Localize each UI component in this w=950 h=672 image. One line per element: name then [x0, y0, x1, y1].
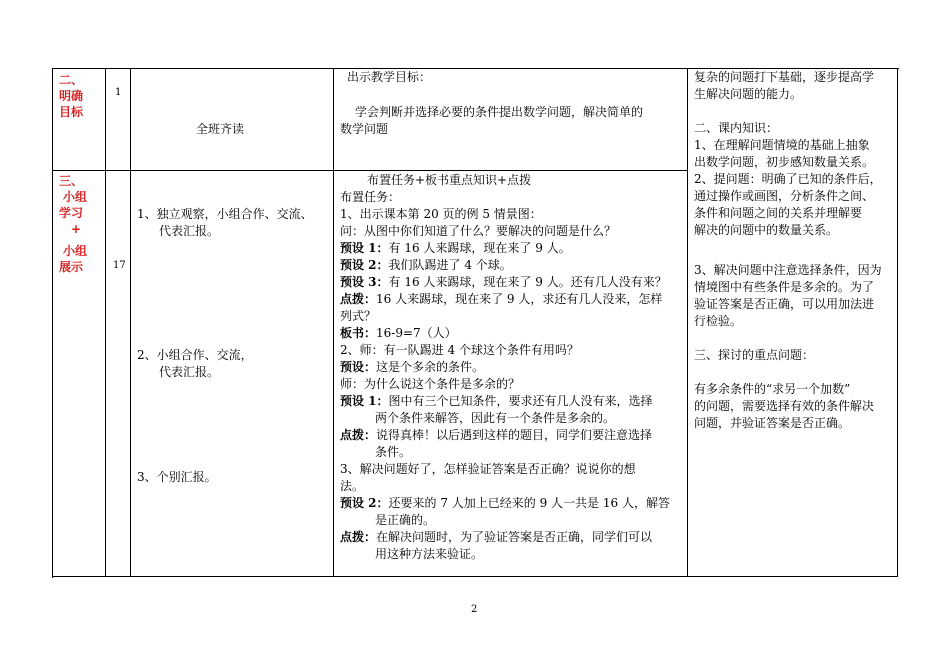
preset-text: 有 16 人来踢球，现在来了 9 人。 [388, 241, 571, 255]
design-intent-line: 1、在理解问题情境的基础上抽象 [694, 138, 870, 152]
preset-text: 我们队踢进了 4 个球。 [388, 258, 512, 272]
preset-label: 预设： [340, 360, 377, 374]
section-heading-group-3: 学习 [59, 206, 84, 220]
hint-label: 点拨： [340, 292, 377, 306]
student-activity-line: 2、小组合作、交流， [137, 348, 253, 362]
preset-label: 预设 3： [340, 275, 389, 289]
teacher-activity-line: 数学问题 [340, 122, 389, 136]
teacher-activity-line [340, 529, 652, 546]
teacher-activity-line [340, 274, 667, 291]
preset-label: 预设 1： [340, 241, 389, 255]
teacher-activity-line: 1、出示课本第 20 页的例 5 情景图： [340, 207, 542, 221]
design-intent-line: 生解决问题的能力。 [694, 87, 803, 101]
teacher-activity-line: 师：为什么说这个条件是多余的？ [340, 377, 521, 391]
design-intent-line: 行检验。 [694, 314, 743, 328]
teacher-activity-line: 用这种方法来验证。 [375, 547, 484, 561]
hint-text: 说得真棒！以后遇到这样的题目，同学们要注意选择 [376, 428, 653, 442]
teacher-activity-line: 是正确的。 [375, 513, 436, 527]
column-divider [130, 68, 131, 577]
section-heading-group-1: 三、 [59, 174, 84, 188]
hint-text: 16 人来踢球，现在来了 9 人，求还有几人没来，怎样 [376, 292, 663, 306]
teacher-activity-line: 3、解决问题好了，怎样验证答案是否正确？说说你的想 [340, 462, 636, 476]
time-minutes: 17 [113, 260, 126, 271]
preset-label: 预设 1： [340, 394, 389, 408]
table-bottom-border [52, 576, 898, 577]
section-heading-goal-2: 明确 [59, 89, 84, 103]
page-number: 2 [471, 604, 478, 615]
design-intent-line: 出数学问题，初步感知数量关系。 [694, 155, 875, 169]
student-activity: 全班齐读 [196, 122, 245, 136]
section-heading-goal-3: 目标 [59, 105, 84, 119]
teacher-activity-line [340, 495, 670, 512]
design-intent-line: 2、提问题：明确了已知的条件后， [694, 172, 882, 186]
teacher-activity-line [340, 257, 512, 274]
column-divider [333, 68, 334, 577]
section-heading-group-4: + [71, 222, 82, 236]
column-divider [897, 68, 898, 577]
design-intent-line: 验证答案是否正确，可以用加法进 [694, 297, 875, 311]
hint-label: 点拨： [340, 428, 377, 442]
student-activity-line: 3、个别汇报。 [137, 470, 217, 484]
design-intent-line: 情境图中有些条件是多余的。为了 [694, 280, 875, 294]
design-intent-line: 3、解决问题中注意选择条件，因为 [694, 263, 882, 277]
student-activity-line: 1、独立观察，小组合作、交流、 [137, 207, 313, 221]
design-intent-line: 三、探讨的重点问题： [694, 348, 815, 362]
design-intent-line: 有多余条件的“求另一个加数” [694, 382, 851, 396]
row-divider [52, 170, 688, 171]
teacher-activity-line: 2、师：有一队踢进 4 个球这个条件有用吗？ [340, 343, 579, 357]
teacher-activity-line: 学会判断并选择必要的条件提出数学问题，解决简单的 [355, 105, 644, 119]
hint-text: 在解决问题时，为了验证答案是否正确，同学们可以 [376, 530, 653, 544]
column-divider [105, 68, 106, 577]
design-intent-line: 的问题，需要选择有效的条件解决 [694, 399, 875, 413]
student-activity-line: 代表汇报。 [159, 224, 220, 238]
preset-text: 有 16 人来踢球，现在来了 9 人。还有几人没有来？ [388, 275, 667, 289]
teacher-activity-line [340, 240, 571, 257]
design-intent-line: 问题，并验证答案是否正确。 [694, 416, 851, 430]
preset-label: 预设 2： [340, 258, 389, 272]
teacher-activity-line: 法。 [340, 479, 365, 493]
teacher-activity-line: 列式？ [340, 309, 377, 323]
teacher-activity-line: 条件。 [375, 445, 412, 459]
column-divider [687, 68, 688, 577]
design-intent-line: 条件和问题之间的关系并理解要 [694, 206, 863, 220]
teacher-activity-line: 两个条件来解答，因此有一个条件是多余的。 [375, 411, 616, 425]
teacher-activity-line: 布置任务： [340, 190, 401, 204]
time-minutes: 1 [115, 87, 122, 98]
design-intent-line: 通过操作或画图，分析条件之间、 [694, 189, 875, 203]
preset-label: 预设 2： [340, 496, 389, 510]
hint-label: 点拨： [340, 530, 377, 544]
design-intent-line: 复杂的问题打下基础，逐步提高学 [694, 70, 875, 84]
section-heading-goal-1: 二、 [59, 73, 84, 87]
design-intent-line: 二、课内知识： [694, 121, 779, 135]
preset-text: 图中有三个已知条件，要求还有几人没有来，选择 [388, 394, 653, 408]
board-label: 板书： [340, 326, 377, 340]
teacher-activity-line [340, 291, 662, 308]
board-text: 16-9=7（人） [376, 326, 457, 340]
section-heading-group-2: 小组 [63, 190, 88, 204]
teacher-activity-line [340, 427, 652, 444]
teacher-activity-line [340, 325, 457, 342]
teacher-activity-line: 出示教学目标： [347, 70, 432, 84]
teacher-activity-line: 布置任务+板书重点知识+点拨 [367, 173, 532, 187]
student-activity-line: 代表汇报。 [159, 365, 220, 379]
preset-text: 这是个多余的条件。 [376, 360, 485, 374]
design-intent-line: 解决的问题中的数量关系。 [694, 223, 839, 237]
teacher-activity-line [340, 393, 653, 410]
section-heading-group-6: 展示 [59, 260, 84, 274]
preset-text: 还要来的 7 人加上已经来的 9 人一共是 16 人，解答 [388, 496, 670, 510]
section-heading-group-5: 小组 [63, 244, 88, 258]
teacher-activity-line [340, 359, 484, 376]
teacher-activity-line: 问：从图中你们知道了什么？要解决的问题是什么？ [340, 224, 617, 238]
